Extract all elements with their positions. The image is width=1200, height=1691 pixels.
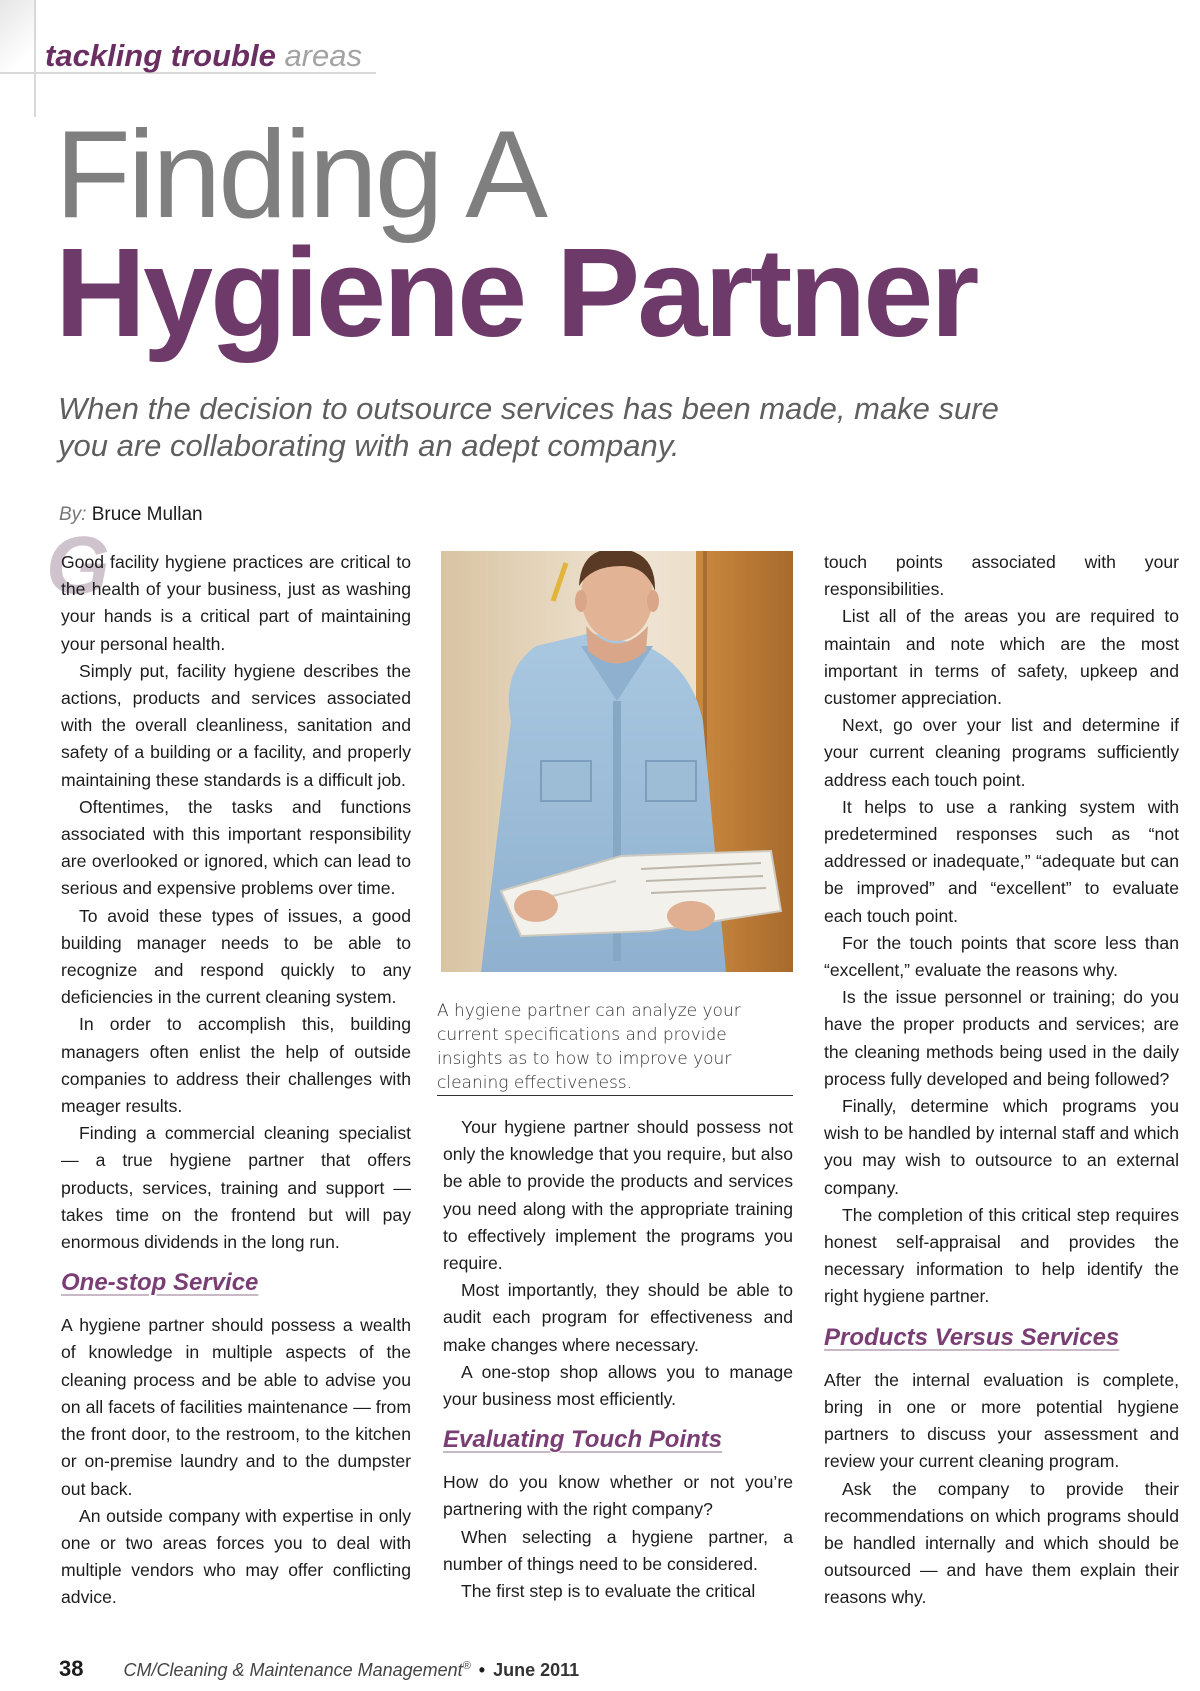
paragraph: Ask the company to provide their recommendations on which programs should be handled internally and which should be outsourced — and have them explain their reasons why. (824, 1478, 1179, 1608)
paragraph: To avoid these types of issues, a good building manager needs to be able to recognize and respond quickly to any deficiencies in the current cleaning system. (61, 905, 411, 1008)
paragraph: Most importantly, they should be able to audit each program for effectiveness and make changes where necessary. (443, 1280, 793, 1355)
paragraph: A hygiene partner should possess a wealth of knowledge in multiple aspects of the cleaning process and be able to advise you on all facets of facilities maintenance — from the front door, to the restroom, to the kitchen or on-premise laundry and to the dumpster out back. (61, 1315, 411, 1499)
paragraph: List all of the areas you are required to maintain and note which are the most important in terms of safety, upkeep and customer appreciation. (824, 606, 1179, 709)
paragraph: An outside company with expertise in only one or two areas forces you to deal with multiple vendors who may offer conflicting advice. (61, 1505, 411, 1608)
paragraph: Oftentimes, the tasks and functions associated with this important responsibility are overlooked or ignored, which can lead to serious and expensive problems over time. (61, 796, 411, 899)
paragraph: Next, go over your list and determine if your current cleaning programs sufficiently address each touch point. (824, 715, 1179, 790)
photo-man-reading-document (441, 551, 793, 972)
article-deck: When the decision to outsource services has been made, make sure you are collaborating with an adept company. (58, 391, 999, 463)
paragraph: After the internal evaluation is complete, bring in one or more potential hygiene partners to discuss your assessment and review your current cleaning program. (824, 1369, 1179, 1472)
photo-caption: A hygiene partner can analyze your current specifications and provide insights as to how to improve your cleaning effectiveness. (437, 1001, 741, 1093)
section-tag (45, 36, 362, 76)
page-footer (59, 1653, 579, 1683)
drop-cap: G (46, 520, 110, 611)
paragraph: How do you know whether or not you’re partnering with the right company? (443, 1472, 793, 1520)
byline-label: By: (59, 504, 87, 525)
column-3 (824, 549, 1179, 1612)
paragraph: In order to accomplish this, building managers often enlist the help of outside companies to address their challenges with meager results. (61, 1014, 411, 1117)
paragraph: A one-stop shop allows you to manage your business most efficiently. (443, 1361, 793, 1410)
paragraph: Good facility hygiene practices are critical to the health of your business, just as washing your hands is a critical part of maintaining your personal health. (61, 552, 411, 654)
registered-mark: ® (462, 1660, 471, 1672)
subhead-products-versus-services: Products Versus Services (824, 1323, 1120, 1351)
publication-name: CM/Cleaning & Maintenance Management (123, 1660, 463, 1680)
paragraph: Finding a commercial cleaning specialist — a true hygiene partner that offers products, services, training and support — takes time on the frontend but will pay enormous dividends in the long run. (61, 1123, 411, 1253)
section-tag-secondary: areas (284, 38, 362, 73)
caption-divider (437, 1095, 793, 1096)
corner-rule-vertical (34, 0, 36, 117)
footer-separator: • (478, 1660, 486, 1680)
corner-decoration (0, 0, 34, 72)
subhead-evaluating-touch-points: Evaluating Touch Points (443, 1426, 723, 1454)
column-2 (443, 1114, 793, 1605)
article-title-line2: Hygiene Partner (55, 222, 977, 363)
paragraph: Simply put, facility hygiene describes the actions, products and services associated with the overall cleanliness, sanitation and safety of a building or a facility, and properly maintaining these standards is a difficult job. (61, 660, 411, 790)
paragraph: Your hygiene partner should possess not only the knowledge that you require, but also be able to provide the products and services you need along with the appropriate training to effectively implement the programs you require. (443, 1117, 793, 1274)
author-name: Bruce Mullan (91, 504, 203, 525)
paragraph: When selecting a hygiene partner, a number of things need to be considered. (443, 1526, 793, 1574)
column-1 (61, 549, 411, 1612)
paragraph: The first step is to evaluate the critical (461, 1581, 756, 1602)
paragraph: Finally, determine which programs you wish to be handled by internal staff and which you may wish to outsource to an external company. (824, 1096, 1179, 1198)
paragraph: touch points associated with your responsibilities. (824, 552, 1179, 600)
subhead-one-stop-service: One-stop Service (61, 1269, 259, 1297)
section-tag-primary: tackling trouble (45, 38, 276, 73)
article-title-line1: Finding A (55, 106, 546, 244)
paragraph: For the touch points that score less than “excellent,” evaluate the reasons why. (824, 932, 1179, 981)
paragraph: Is the issue personnel or training; do you have the proper products and services; are the cleaning methods being used in the daily process fully developed and being followed? (824, 987, 1179, 1089)
issue-date: June 2011 (493, 1660, 580, 1680)
paragraph: The completion of this critical step requires honest self-appraisal and provides the necessary information to help identify the right hygiene partner. (824, 1204, 1179, 1307)
page-number: 38 (59, 1656, 84, 1681)
paragraph: It helps to use a ranking system with predetermined responses such as “not addressed or inadequate,” “adequate but can be improved” and “excellent” to evaluate each touch point. (824, 796, 1179, 926)
